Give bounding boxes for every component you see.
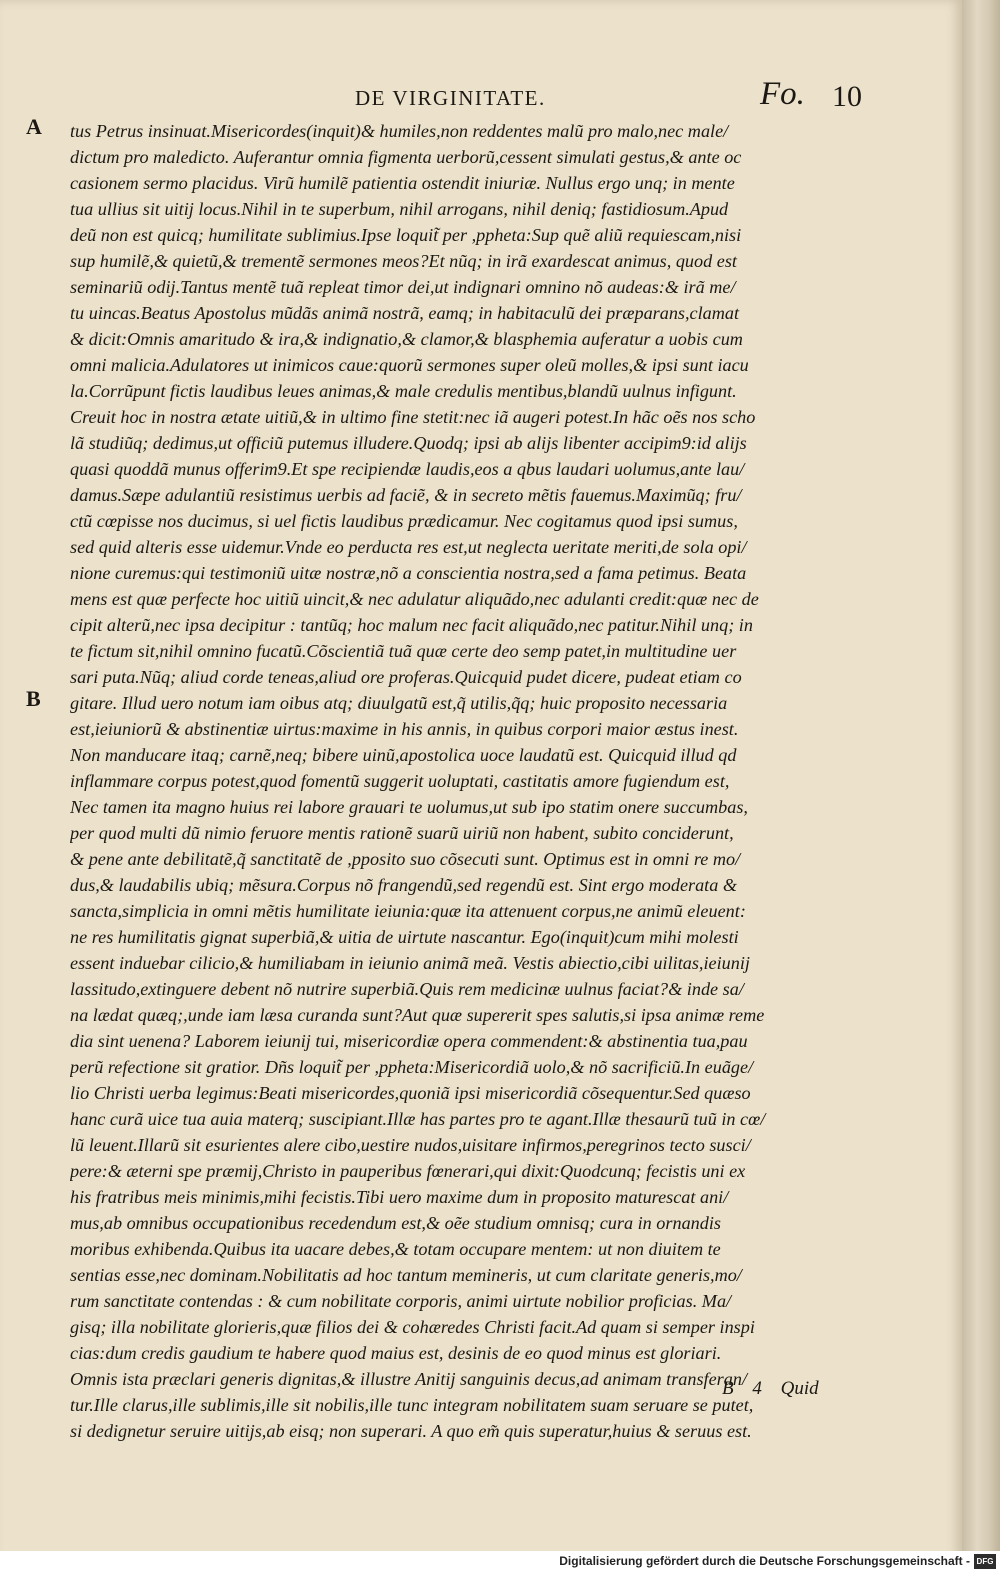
text-line: Creuit hoc in nostra ætate uitiũ,& in ultimo fine stetit:nec iã augeri potest.In hãc oẽs nos scho	[70, 407, 756, 427]
catchword: B 4 Quid	[722, 1378, 819, 1399]
text-line: deũ non est quicq; humilitate sublimius.Ipse loquit̃ per ,ppheta:Sup quẽ aliũ requiescam,nisi	[70, 225, 742, 245]
page-header	[0, 76, 962, 120]
text-line: Omnis ista præclari generis dignitas,& illustre Anitij sanguinis decus,ad animam transferan/	[70, 1369, 748, 1389]
running-title: DE VIRGINITATE.	[355, 86, 546, 110]
text-line: est,ieiuniorũ & abstinentiæ uirtus:maxime in his annis, in quibus corpori maior æstus inest.	[70, 719, 739, 739]
text-line: dictum pro maledicto. Auferantur omnia figmenta uerborũ,cessent simulati gestus,& ante oc	[70, 147, 742, 167]
text-line: si dedignetur seruire uitijs,ab eisq; non superari. A quo em̃ quis superatur,huius & seruus est.	[70, 1421, 752, 1441]
text-line: la.Corrũpunt fictis laudibus leues animas,& male credulis mentibus,blandũ uulnus infigunt.	[70, 381, 737, 401]
text-line: Nec tamen ita magno huius rei labore grauari te uolumus,ut sub ipo statim onere succumbas,	[70, 797, 748, 817]
text-line: gisq; illa nobilitate glorieris,quæ filios dei & cohæredes Christi facit.Ad quam si semper inspi	[70, 1317, 755, 1337]
section-marker-a: A	[26, 114, 42, 139]
text-line: tur.Ille clarus,ille sublimis,ille sit nobilis,ille tunc integram nobilitatem suam seruare se putet,	[70, 1395, 754, 1415]
text-line: his fratribus meis minimis,mihi fecistis.Tibi uero maxime dum in proposito maturescat ani/	[70, 1187, 729, 1207]
text-line: perũ refectione sit gratior. Dñs loquit̃ per ,ppheta:Misericordiã uolo,& nõ sacrificiũ.In euãge/	[70, 1057, 754, 1077]
section-marker-b: B	[26, 686, 41, 711]
text-line: casionem sermo placidus. Virũ humilẽ patientia ostendit iniuriæ. Nullus ergo unq; in mente	[70, 173, 735, 193]
text-line: cias:dum credis gaudium te habere quod maius est, desinis de eo quod minus est gloriari.	[70, 1343, 722, 1363]
text-line: cipit alterũ,nec ipsa decipitur : tantũq; hoc malum nec facit aliquãdo,nec patitur.Nihil unq; in	[70, 615, 753, 635]
text-line: hanc curã uice tua auia materq; suscipiant.Illæ has partes pro te agant.Illæ thesaurũ tuũ in cœ/	[70, 1109, 766, 1129]
text-line: sed quid alteris esse uidemur.Vnde eo perducta res est,ut neglecta ueritate meriti,de sola opi/	[70, 537, 747, 557]
text-line: lassitudo,extinguere debent nõ nutrire superbiã.Quis rem medicinæ uulnus faciat?& inde sa/	[70, 979, 744, 999]
text-line: tua ullius sit uitij locus.Nihil in te superbum, nihil arrogans, nihil deniq; fastidiosum.Apud	[70, 199, 729, 219]
text-line: Non manducare itaq; carnẽ,neq; bibere uinũ,apostolica uoce laudatũ est. Quicquid illud qd	[70, 745, 737, 765]
text-line: sancta,simplicia in omni mẽtis humilitate ieiunia:quæ ita attenuent corpus,ne animũ eleuent:	[70, 901, 746, 921]
text-line: gitare. Illud uero notum iam oibus atq; diuulgatũ est,q̃ utilis,q̃q; huic proposito necessaria	[70, 693, 728, 713]
text-line: ne res humilitatis gignat superbiã,& uitia de uirtute nascantur. Ego(inquit)cum mihi molesti	[70, 927, 739, 947]
text-line: te fictum sit,nihil omnino fucatũ.Cõscientiã tuã quæ certe deo semp patet,in multitudine uer	[70, 641, 737, 661]
text-line: & pene ante debilitatẽ,q̃ sanctitatẽ de ,pposito suo cõsecuti sunt. Optimus est in omni re mo/	[70, 849, 741, 869]
text-line: dus,& laudabilis ubiq; mẽsura.Corpus nõ frangendũ,sed regendũ est. Sint ergo moderata &	[70, 875, 738, 895]
text-line: nione curemus:qui testimoniũ uitæ nostræ,nõ a conscientia nostra,sed a fama petimus. Beata	[70, 563, 747, 583]
text-line: mens est quæ perfecte hoc uitiũ uincit,& nec adulatur aliquãdo,nec adulanti credit:quæ nec de	[70, 589, 759, 609]
text-line: omni malicia.Adulatores ut inimicos caue:quorũ sermones super oleũ molles,& ipsi sunt iacu	[70, 355, 749, 375]
text-line: rum sanctitate contendas : & cum nobilitate corporis, animi uirtute nobilior proficias. Ma/	[70, 1291, 732, 1311]
dfg-logo-icon: DFG	[974, 1554, 996, 1569]
text-line: na lædat quæq;,unde iam læsa curanda sunt?Aut quæ supererit spes salutis,si ipsa animæ reme	[70, 1005, 765, 1025]
text-line: damus.Sæpe adulantiũ resistimus uerbis ad faciẽ, & in secreto mẽtis fauemus.Maximũq; fru/	[70, 485, 742, 505]
text-line: lã studiũq; dedimus,ut officiũ putemus illudere.Quodq; ipsi ab alijs libenter accipim9:id alijs	[70, 433, 747, 453]
text-line: sari puta.Nũq; aliud corde teneas,aliud ore proferas.Quicquid pudet dicere, pudeat etiam co	[70, 667, 742, 687]
text-line: lũ leuent.Illarũ sit esurientes alere cibo,uestire nudos,uisitare infirmos,peregrinos tecto susci/	[70, 1135, 751, 1155]
digitization-footer	[0, 1551, 1000, 1573]
text-line: inflammare corpus potest,quod fomentũ suggerit uoluptati, castitatis amore fugiendum est,	[70, 771, 730, 791]
text-line: lio Christi uerba legimus:Beati misericordes,quoniã ipsi misericordiã cõsequentur.Sed quæso	[70, 1083, 751, 1103]
text-line: dia sint uenena? Laborem ieiunij tui, misericordiæ opera commendent:& abstinentia tua,pau	[70, 1031, 748, 1051]
folio-label: Fo.	[760, 76, 805, 112]
text-line: essent induebar cilicio,& humiliabam in ieiunio animã meã. Vestis abiectio,cibi uilitas,ieiunij	[70, 953, 750, 973]
text-line: sentias esse,nec dominam.Nobilitatis ad hoc tantum memineris, ut cum claritate generis,mo/	[70, 1265, 742, 1285]
text-line: mus,ab omnibus occupationibus recedendum est,& oẽe studium omnisq; cura in ornandis	[70, 1213, 721, 1233]
text-line: pere:& æterni spe præmij,Christo in pauperibus fœnerari,qui dixit:Quodcunq; fecistis uni ex	[70, 1161, 746, 1181]
text-line: moribus exhibenda.Quibus ita uacare debes,& totam occupare mentem: ut non diuitem te	[70, 1239, 721, 1259]
folio-number: 10	[832, 80, 862, 113]
text-line: tus Petrus insinuat.Misericordes(inquit)& humiles,non reddentes malũ pro malo,nec male/	[70, 121, 729, 141]
text-line: sup humilẽ,& quietũ,& trementẽ sermones meos?Et nũq; in irã exardescat animus, quod est	[70, 251, 737, 271]
text-line: tu uincas.Beatus Apostolus mũdãs animã nostrã, eamq; in habitaculũ dei præparans,clamat	[70, 303, 740, 323]
text-line: per quod multi dũ nimio feruore mentis rationẽ suarũ uiriũ non habent, subito conciderunt,	[70, 823, 734, 843]
text-line: seminariũ odij.Tantus mentẽ tuã repleat timor dei,ut indignari omnino nõ audeas:& irã me/	[70, 277, 736, 297]
text-line: quasi quoddã munus offerim9.Et spe recipiendæ laudis,eos a qbus laudari uolumus,ante lau/	[70, 459, 745, 479]
text-line: & dicit:Omnis amaritudo & ira,& indignatio,& clamor,& blasphemia auferatur a uobis cum	[70, 329, 743, 349]
page-edge	[962, 0, 1000, 1573]
text-line: ctũ cœpisse nos ducimus, si uel fictis laudibus prædicamur. Nec cogitamus quod ipsi sumus,	[70, 511, 738, 531]
body-text	[70, 118, 846, 1444]
footer-credit: Digitalisierung gefördert durch die Deutsche Forschungsgemeinschaft -	[559, 1554, 970, 1568]
